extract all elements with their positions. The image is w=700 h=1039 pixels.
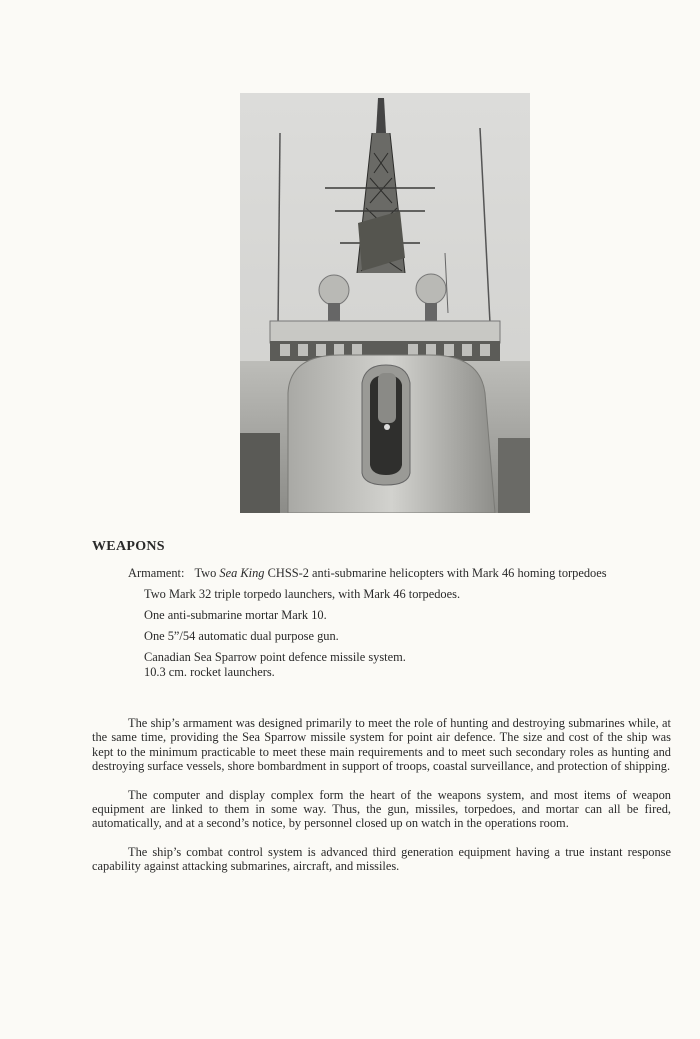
armament-item: One 5”/54 automatic dual purpose gun. xyxy=(144,629,339,643)
armament-first-post: CHSS-2 anti-submarine helicopters with Mark 46 homing torpedoes xyxy=(267,566,607,580)
body-text xyxy=(92,716,671,888)
armament-label: Armament: xyxy=(128,566,185,580)
section-heading: WEAPONS xyxy=(92,539,165,554)
armament-first-pre: Two xyxy=(194,566,217,580)
armament-list xyxy=(128,566,674,680)
armament-line: Canadian Sea Sparrow point defence missile system. xyxy=(144,650,406,664)
ship-photo xyxy=(240,93,530,513)
armament-first-item xyxy=(128,566,674,581)
paragraph: The ship’s combat control system is advanced third generation equipment having a true instant response capability against attacking submarines, aircraft, and missiles. xyxy=(92,844,671,874)
ship-gun-turret-image xyxy=(240,93,530,513)
armament-first-italic: Sea King xyxy=(219,566,265,580)
armament-item: One anti-submarine mortar Mark 10. xyxy=(144,608,327,622)
armament-item: Two Mark 32 triple torpedo launchers, with Mark 46 torpedoes. xyxy=(144,587,461,601)
armament-last-item xyxy=(128,650,674,680)
armament-line: 10.3 cm. rocket launchers. xyxy=(144,665,275,679)
paragraph: The computer and display complex form the heart of the weapons system, and most items of weapon equipment are linked to them in some way. Thus, the gun, missiles, torpedoes, and mortar can all be fired, automatically, and at a second’s notice, by personnel closed up on watch in the operations room. xyxy=(92,787,671,831)
paragraph: The ship’s armament was designed primarily to meet the role of hunting and destroying submarines while, at the same time, providing the Sea Sparrow missile system for point air defence. The size and cost of the ship was kept to the minimum practicable to meet these main requirements and to meet such secondary roles as hunting and destroying surface vessels, shore bombardment in support of troops, coastal surveillance, and protection of shipping. xyxy=(92,716,671,774)
